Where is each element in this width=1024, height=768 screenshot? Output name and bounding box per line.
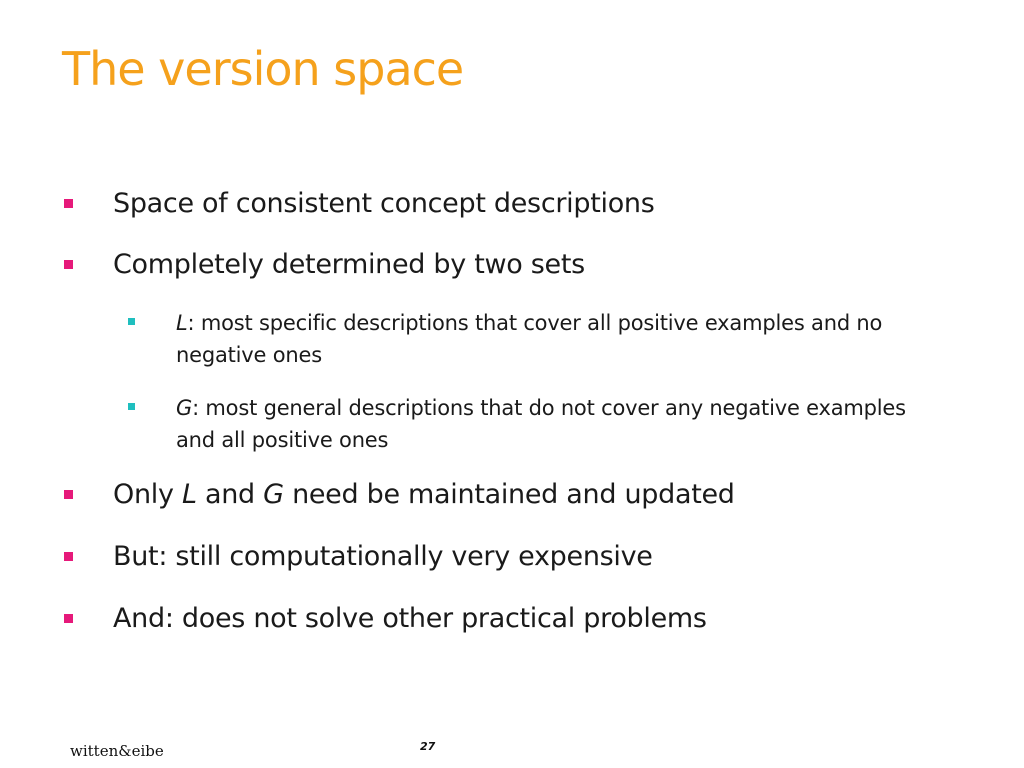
set-symbol: G [263, 479, 284, 510]
set-symbol: L [176, 311, 188, 335]
bullet-text: Space of consistent concept descriptions [113, 188, 655, 219]
bullet-item [64, 541, 653, 573]
bullet-item [64, 249, 585, 281]
bullet-square-icon [128, 318, 135, 325]
bullet-item [64, 479, 735, 511]
page-number: 27 [420, 740, 436, 753]
bullet-square-icon [128, 403, 135, 410]
bullet-square-icon [64, 260, 73, 269]
bullet-square-icon [64, 614, 73, 623]
set-symbol: G [176, 396, 193, 420]
text-segment: and [196, 479, 264, 510]
sub-bullet-item [128, 392, 948, 456]
bullet-text [113, 479, 735, 511]
bullet-item [64, 188, 655, 220]
bullet-square-icon [64, 552, 73, 561]
bullet-item [64, 603, 707, 635]
sub-bullet-description: : most general descriptions that do not cover any negative examples and all positive ones [176, 396, 906, 452]
sub-bullet-description: : most specific descriptions that cover all positive examples and no negative ones [176, 311, 883, 367]
text-segment: Only [113, 479, 182, 510]
bullet-text: But: still computationally very expensive [113, 541, 653, 572]
bullet-square-icon [64, 490, 73, 499]
sub-bullet-text [176, 392, 948, 456]
bullet-text: Completely determined by two sets [113, 249, 585, 280]
bullet-square-icon [64, 199, 73, 208]
slide-title: The version space [62, 42, 464, 96]
sub-bullet-item [128, 307, 948, 371]
bullet-text: And: does not solve other practical problems [113, 603, 707, 634]
sub-bullet-text [176, 307, 948, 371]
set-symbol: L [181, 479, 197, 510]
footer-author: witten&eibe [70, 742, 164, 760]
text-segment: need be maintained and updated [283, 479, 735, 510]
